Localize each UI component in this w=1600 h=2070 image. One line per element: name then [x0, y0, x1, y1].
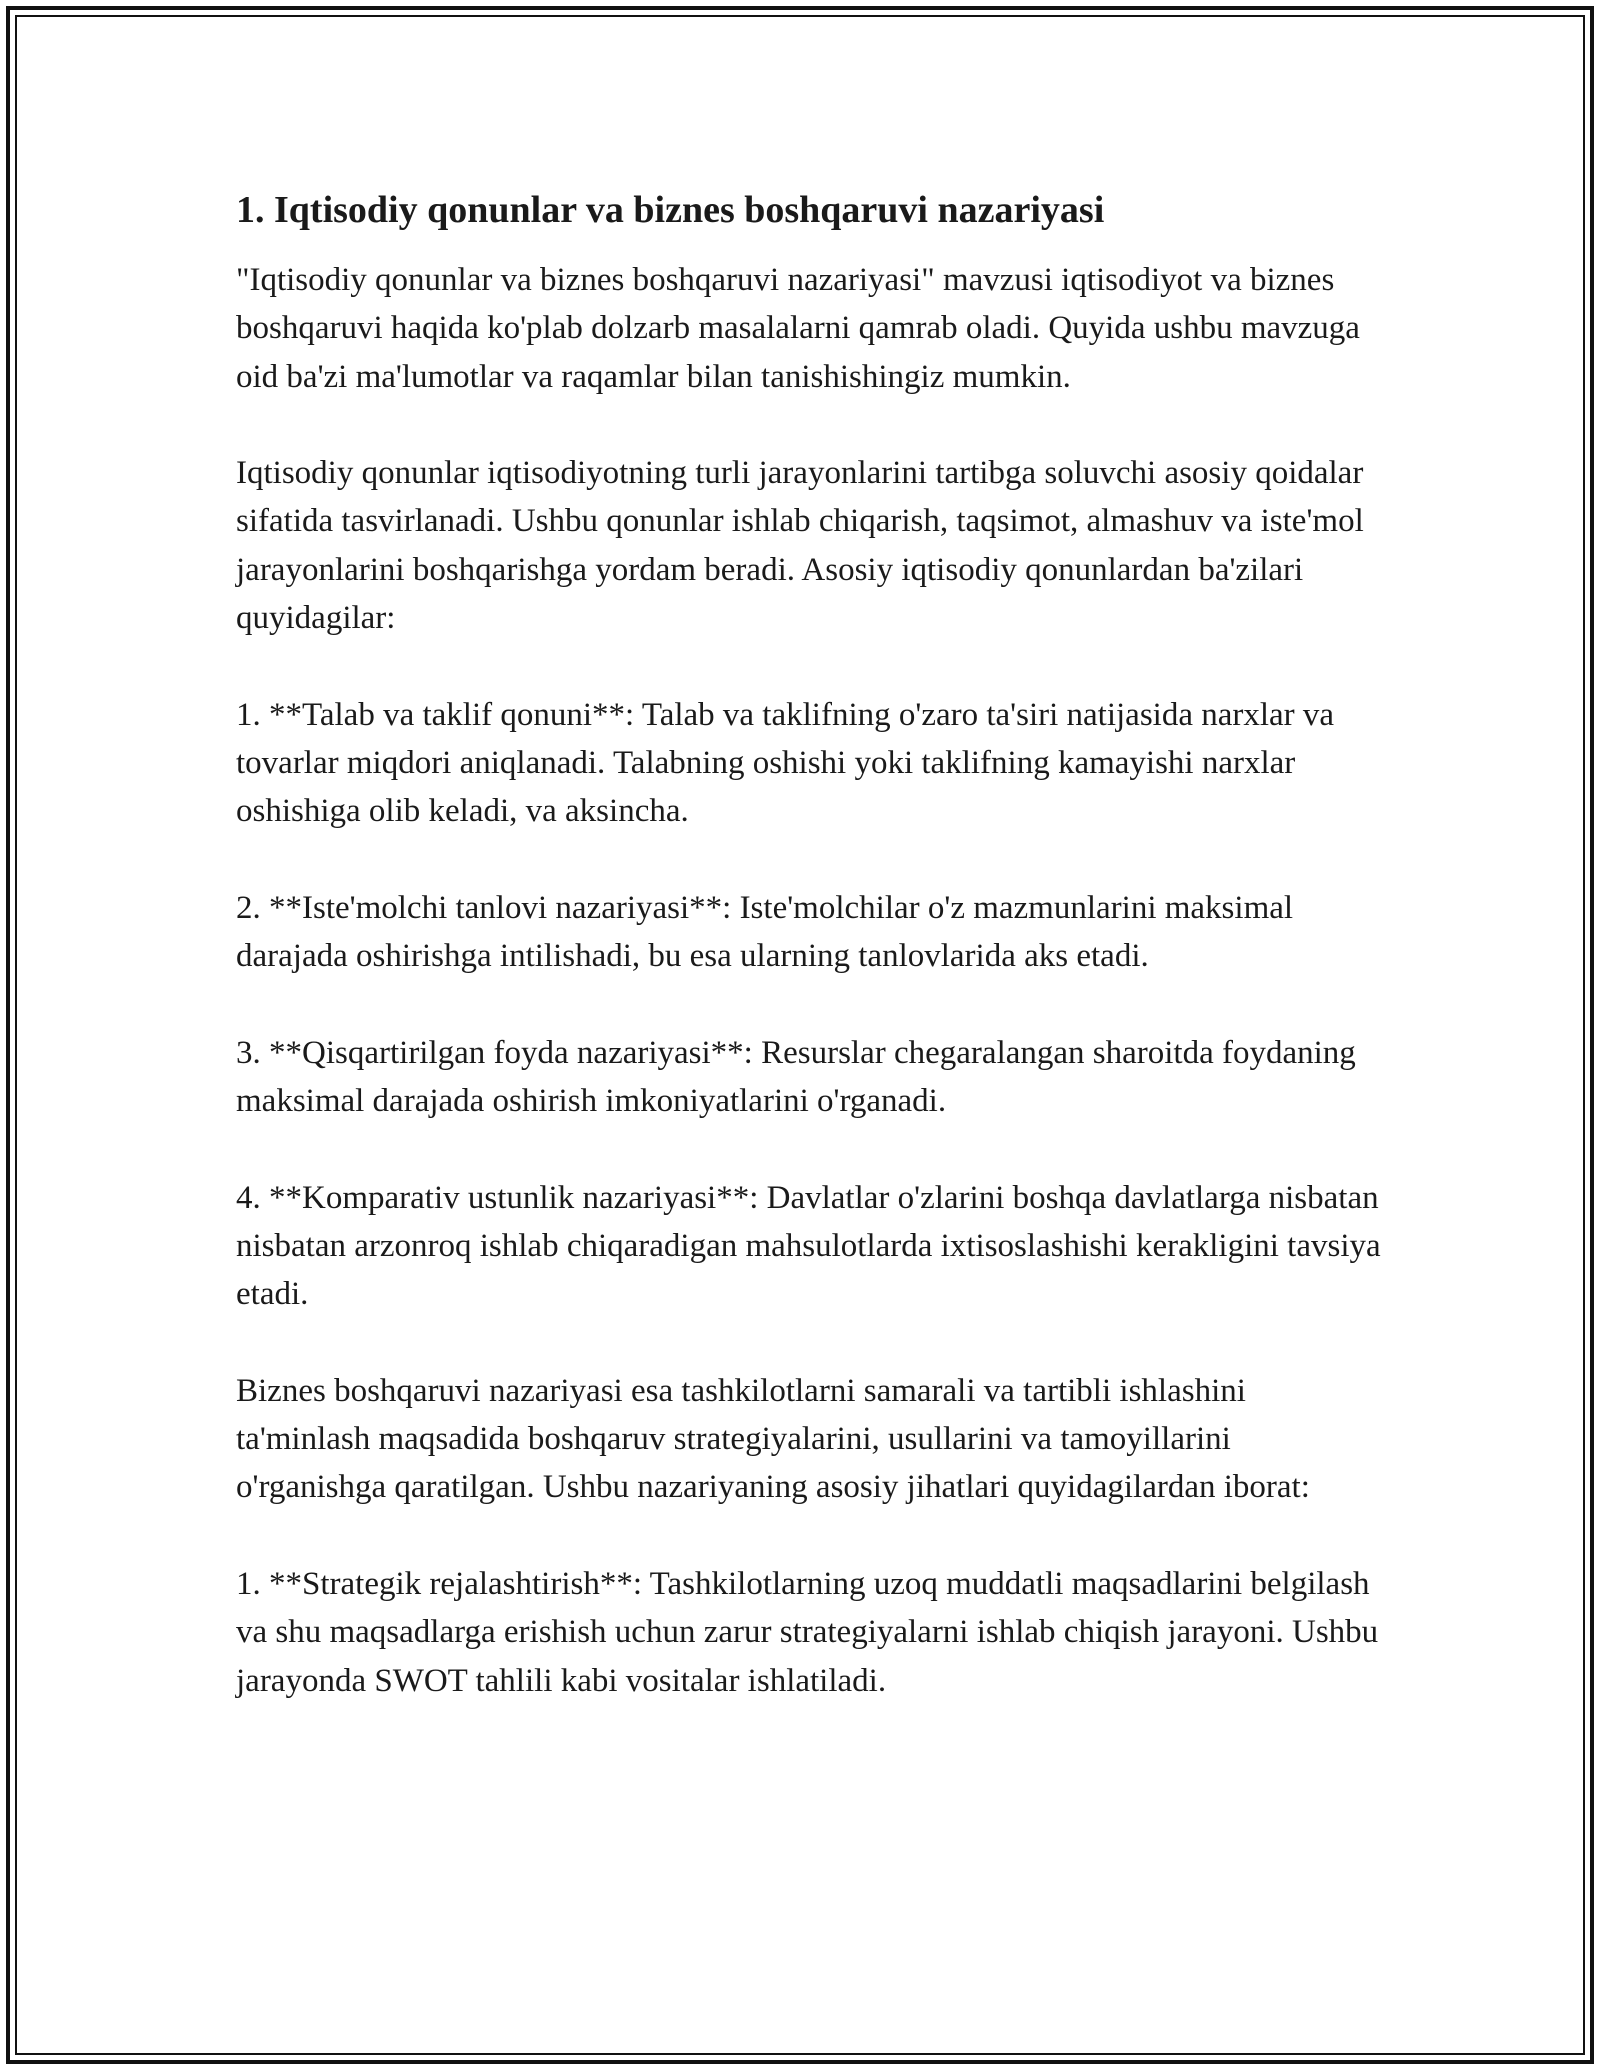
list-item-strategic-planning: 1. **Strategik rejalashtirish**: Tashkilotlarning uzoq muddatli maqsadlarini belgilash va shu maqsadlarga erishish uchun zarur strategiyalarni ishlab chiqish jarayoni. Ushbu jarayonda SWOT tahlili kabi vositalar ishlatiladi.: [236, 1566, 1379, 1699]
paragraph-economic-laws: Iqtisodiy qonunlar iqtisodiyotning turli jarayonlarini tartibga soluvchi asosiy qoidalar sifatida tasvirlanadi. Ushbu qonunlar ishlab chiqarish, taqsimot, almashuv va iste'mol jarayonlarini boshqarishga yordam beradi. Asosiy iqtisodiy qonunlardan ba'zilari quyidagilar:: [236, 455, 1364, 637]
list-item-consumer-choice: 2. **Iste'molchi tanlovi nazariyasi**: Iste'molchilar o'z mazmunlarini maksimal darajada oshirishga intilishadi, bu esa ularning tanlovlarida aks etadi.: [236, 889, 1294, 975]
document-body: [236, 186, 1386, 1705]
list-item-profit-theory: 3. **Qisqartirilgan foyda nazariyasi**: Resurslar chegaralangan sharoitda foydaning maksimal darajada oshirish imkoniyatlarini o'rganadi.: [236, 1034, 1356, 1120]
paragraph-intro: "Iqtisodiy qonunlar va biznes boshqaruvi nazariyasi" mavzusi iqtisodiyot va biznes boshqaruvi haqida ko'plab dolzarb masalalarni qamrab oladi. Quyida ushbu mavzuga oid ba'zi ma'lumotlar va raqamlar bilan tanishishingiz mumkin.: [236, 262, 1360, 395]
list-item-comparative-advantage: 4. **Komparativ ustunlik nazariyasi**: Davlatlar o'zlarini boshqa davlatlarga nisbatan nisbatan arzonroq ishlab chiqaradigan mahsulotlarda ixtisoslashishi kerakligini tavsiya etadi.: [236, 1179, 1381, 1313]
document-title: 1. Iqtisodiy qonunlar va biznes boshqaruvi nazariyasi: [236, 189, 1105, 231]
list-item-supply-demand: 1. **Talab va taklif qonuni**: Talab va taklifning o'zaro ta'siri natijasida narxlar va tovarlar miqdori aniqlanadi. Talabning oshishi yoki taklifning kamayishi narxlar oshishiga olib keladi, va aksincha.: [236, 696, 1335, 830]
paragraph-business-management: Biznes boshqaruvi nazariyasi esa tashkilotlarni samarali va tartibli ishlashini ta'minlash maqsadida boshqaruv strategiyalarini, usullarini va tamoyillarini o'rganishga qaratilgan. Ushbu nazariyaning asosiy jihatlari quyidagilardan iborat:: [236, 1372, 1310, 1506]
